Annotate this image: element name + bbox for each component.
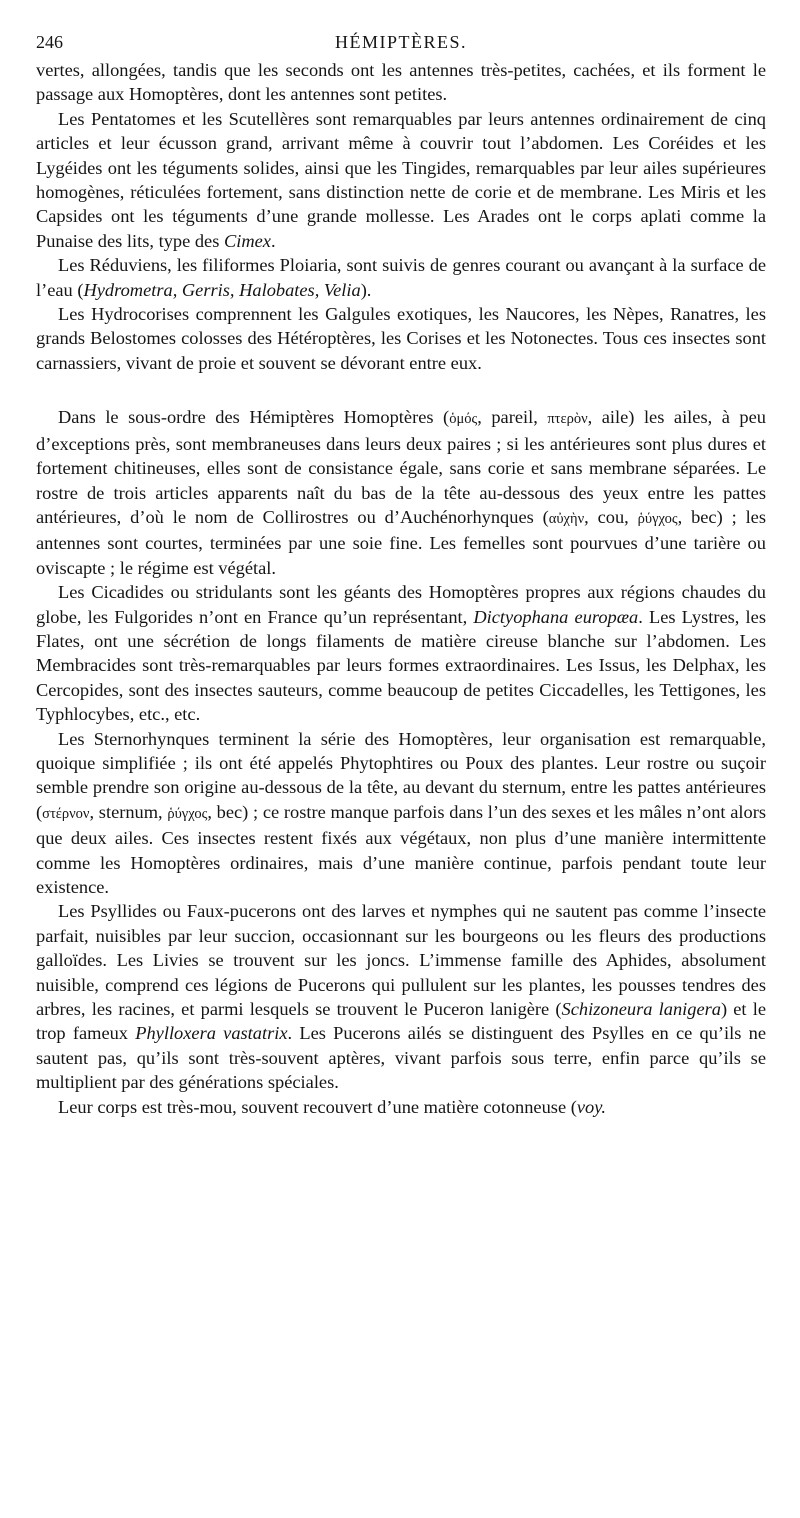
text-run: , aile) les ailes, à peu d’exceptions près, sont membraneuses dans leurs deux paires ; si les antérieures sont plus dures et fortement chitineuses, elles sont de consistance égale, sans corie et sans membrane séparées. Le rostre de trois articles apparents naît du bas de la tête au-dessous des yeux entre les pattes antérieures, d’où le nom de Collirostres ou d’Auchénorhynques (: [36, 407, 766, 527]
text-run: Leur corps est très-mou, souvent recouvert d’une matière cotonneuse (: [58, 1096, 577, 1117]
italic-term: Phylloxera vastatrix: [135, 1023, 288, 1044]
italic-term: Dictyophana europæa: [473, 606, 639, 627]
greek-term: ῥύγχος: [637, 510, 678, 527]
text-run: , bec) ; ce rostre manque parfois dans l’un des sexes et les mâles n’ont alors que deux ailes. Ces insectes restent fixés aux végétaux, non plus d’une manière intermittente comme les Homoptères ordinaires, mais d’une manière continue, parfois pendant toute leur existence.: [36, 801, 767, 897]
paragraph: [36, 405, 766, 580]
greek-term: στέρνον: [42, 805, 90, 822]
text-run: .: [270, 230, 276, 251]
text-run: ).: [360, 279, 372, 300]
text-run: , pareil,: [477, 407, 548, 428]
greek-term: ῥύγχος: [167, 805, 208, 822]
paragraph: [36, 899, 766, 1094]
paragraph: [36, 580, 766, 726]
text-run: , bec) ; les antennes sont courtes, terminées par une soie fine. Les femelles sont pourvues d’une tarière ou oviscapte ; le régime est végétal.: [36, 506, 767, 578]
body-text: [36, 58, 766, 1119]
text-run: Les Réduviens, les filiformes Ploiaria, sont suivis de genres courant ou avançant à la surface de l’eau (: [36, 255, 766, 300]
text-run: ) et le trop fameux: [36, 999, 766, 1044]
paragraph: [36, 727, 766, 900]
text-run: , sternum,: [89, 801, 168, 822]
paragraph: [36, 302, 766, 375]
page-header: [36, 30, 766, 58]
italic-term: Hydrometra, Gerris, Halobates, Velia: [83, 279, 361, 300]
running-title: HÉMIPTÈRES.: [334, 32, 467, 52]
text-run: Les Psyllides ou Faux-pucerons ont des larves et nymphes qui ne sautent pas comme l’insecte parfait, nuisibles par leur succion, occasionnant sur les bourgeons ou les fleurs des productions galloïdes. Les Livies se trouvent sur les joncs. L’immense famille des Aphides, absolument nuisible, comprend ces légions de Pucerons qui pullulent sur les plantes, les pousses tendres des arbres, les racines, et parmi lesquels se trouvent le Puceron lanigère (: [36, 901, 766, 1020]
text-run: . Les Pucerons ailés se distinguent des Psylles en ce qu’ils ne sautent pas, qu’ils sont très-souvent aptères, vivant parfois sous terre, enfin parce qu’ils se multiplient par des générations spéciales.: [36, 1023, 767, 1093]
italic-term: Schizoneura lanigera: [561, 999, 721, 1020]
greek-term: αὐχὴν: [548, 510, 585, 527]
document-page: [36, 30, 766, 1119]
italic-term: voy.: [576, 1096, 606, 1117]
text-run: Les Cicadides ou stridulants sont les géants des Homoptères propres aux régions chaudes du globe, les Fulgorides n’ont en France qu’un représentant,: [36, 582, 766, 627]
paragraph: [36, 107, 766, 253]
text-run: Les Pentatomes et les Scutellères sont remarquables par leurs antennes ordinairement de cinq articles et leur écusson grand, arrivant même à couvrir tout l’abdomen. Les Coréides et les Lygéides ont les téguments solides, ainsi que les Tingides, remarquables par leur ailes supérieures homogènes, réticulées fortement, sans distinction nette de corie et de membrane. Les Miris et les Capsides ont les téguments d’une grande mollesse. Les Arades ont le corps aplati comme la Punaise des lits, type des: [36, 108, 766, 251]
text-run: Les Sternorhynques terminent la série des Homoptères, leur organisation est remarquable, quoique simplifiée ; ils ont été appelés Phytophtires ou Poux des plantes. Leur rostre ou suçoir semble prendre son origine au-dessous de la tête, au devant du sternum, entre les pattes antérieures (: [36, 728, 766, 822]
paragraph: [36, 1095, 766, 1119]
text-run: Les Hydrocorises comprennent les Galgules exotiques, les Naucores, les Nèpes, Ranatres, les grands Belostomes colosses des Hétéroptères, les Corises et les Notonectes. Tous ces insectes sont carnassiers, vivant de proie et souvent se dévorant entre eux.: [36, 304, 766, 373]
text-run: . Les Lystres, les Flates, ont une sécrétion de longs filaments de matière cireuse blanche sur l’abdomen. Les Membracides sont très-remarquables par leurs formes extraordinaires. Les Issus, les Delphax, les Cercopides, sont des insectes sauteurs, comme beaucoup de petites Ciccadelles, les Tettigones, les Typhlocybes, etc., etc.: [36, 606, 766, 725]
greek-term: πτερὸν: [547, 411, 588, 428]
paragraph: [36, 253, 766, 302]
text-run: , cou,: [584, 506, 638, 527]
text-run: vertes, allongées, tandis que les seconds ont les antennes très-petites, cachées, et ils forment le passage aux Homoptères, dont les antennes sont petites.: [36, 60, 766, 105]
section-gap: [36, 375, 766, 405]
greek-term: ὁμός: [449, 411, 478, 428]
page-number: 246: [36, 32, 63, 52]
paragraph: [36, 58, 766, 107]
italic-term: Cimex: [223, 230, 271, 251]
text-run: Dans le sous-ordre des Hémiptères Homoptères (: [58, 407, 450, 428]
